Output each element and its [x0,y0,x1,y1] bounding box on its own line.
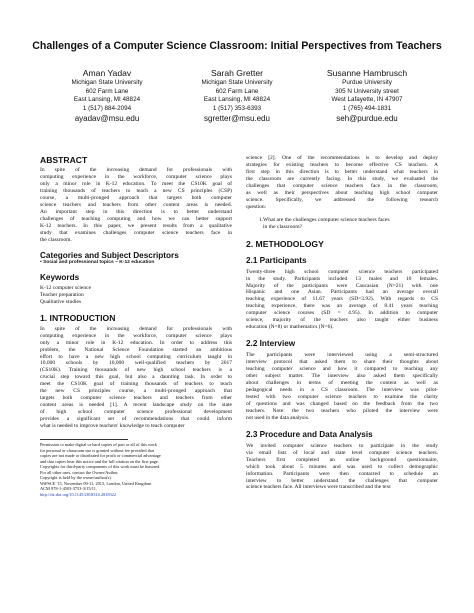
author-name: Aman Yadav [82,68,132,78]
text-line: what is needed to improve teachers' knowledge to teach computer [40,423,185,430]
text-line: (CS10K). Training thousands of new high school teachers is a [40,367,232,374]
text-line: via email lists of local and state level computer science teachers. [246,449,438,456]
introduction-text [40,326,232,430]
text-line: science teachers and teachers from other content areas is needed. [40,201,232,208]
text-line: computing experience in the workforce, computer science plays [40,173,232,180]
text-line: science, majority of the teachers also taught either business [246,317,438,324]
author-city: West Lafayette, IN 47907 [331,96,403,104]
keyword-item: K-12 computer science [40,284,92,291]
text-line: which took about 5 minutes and was used to collect demographic [246,463,438,470]
abstract-text [40,167,232,243]
text-line: information. Participants were then contacted to schedule an [246,470,438,477]
text-line: of questions and was changed based on the feedback from the two [246,400,438,407]
author-affiliation: Michigan State University [71,79,143,86]
text-line: For all other uses, contact the Owner/Author. [40,469,119,475]
question-text [263,217,413,231]
text-line: challenges of teaching computing and how we can better support [40,215,232,222]
text-line: only a minor role in K-12 education. In order to address this [40,339,232,346]
text-line: not used in the data analysis. [246,414,310,421]
author-phone: 1 (765) 494-1831 [342,104,392,112]
text-line: course, a multi-pronged approach that targets both computer [40,194,232,201]
text-line: In spite of the increasing demand for professionals with [40,325,232,332]
categories-text: • Social and professional topics ~ K-12 education [40,260,155,266]
text-line: copies are not made or distributed for profit or commercial advantage [40,453,161,459]
author-affiliation: Purdue University [342,79,392,86]
text-line: problem, the National Science Foundation started an ambitious [40,346,232,353]
paper-title: Challenges of a Computer Science Classroom: Initial Perspectives from Teachers [32,40,442,52]
text-line: Twenty-three high school computer science teachers participated [246,268,438,275]
text-line: study that examines challenges computer science teachers face in [40,229,232,236]
keywords-list [40,285,232,306]
author-block [32,68,182,124]
procedure-heading: 2.3 Procedure and Data Analysis [246,429,373,439]
text-line: Hispanic and one Asian. Participants had an average overall [246,289,438,296]
text-line: crucial step toward this goal, but also a daunting task. In order to [40,374,232,381]
text-line: interview to better understand the challenges that computer [246,477,438,484]
text-line: The participants were interviewed using a semi-structured [246,352,438,359]
text-line: science [2]. One of the recommendations is to develop and deploy [246,155,438,161]
author-city: East Lansing, MI 48824 [203,96,271,104]
author-email[interactable]: ayadav@msu.edu [74,114,140,124]
research-question [246,217,438,231]
text-line: Permission to make digital or hard copies of part or all of this work [40,442,157,447]
doi-link[interactable]: http://dx.doi.org/10.1145/2818314.2818322 [40,491,117,497]
interview-text [246,352,438,422]
text-line: We invited computer science teachers to participate in the study [246,442,438,449]
text-line: Majority of the participants were Caucasian (N=21) with one [246,282,438,289]
categories-heading: Categories and Subject Descriptors [40,251,179,261]
text-line: teaching experience, there was an average of 8.41 years teaching [246,303,438,310]
text-line: 10,000 schools by 10,000 well-qualified teachers by 2017 [40,360,232,367]
text-line: pedagogical needs in a CS classroom. The interview was pilot- [246,386,438,393]
text-line: computer science courses (SD = 4.95). In addition to computer [246,310,438,317]
text-line: What are the challenges computer science teachers faces [263,216,390,223]
author-block [162,68,312,124]
text-line: the classroom. [40,236,72,243]
introduction-heading: 1. INTRODUCTION [40,312,116,323]
text-line: teachers. Note: the two teachers who piloted the interview were [246,407,438,414]
text-line: An important step in this direction is to better understand [40,208,232,215]
author-phone: 1 (517) 353-6393 [212,104,262,112]
author-phone: 1 (517) 884-2094 [82,104,132,112]
text-line: about challenges in terms of meeting the content as well as [246,380,438,387]
text-line: of high school computer science professional development [40,409,232,416]
text-line: and that copies bear this notice and the full citation on the first page. [40,458,159,464]
author-address: 602 Farm Lane [85,87,129,95]
author-block [292,68,442,124]
text-line: targets both computer science teachers and teachers from other [40,395,232,402]
copyright-notice [40,442,232,492]
text-line: training thousands of teachers to teach a new CS principles (CSP) [40,187,232,194]
author-email[interactable]: seh@purdue.edu [336,114,398,124]
text-line: In spite of the increasing demand for professionals with [40,167,232,173]
text-line: as well as their perspectives about teaching high school computer [246,189,438,196]
text-line: tested with two computer science teachers to examine the clarity [246,393,438,400]
keyword-item: Qualitative studies [40,298,82,305]
author-email[interactable]: sgretter@msu.edu [204,114,270,124]
text-line: other subject matter. The interview also asked them specifically [246,373,438,380]
interview-heading: 2.2 Interview [246,339,296,349]
introduction-continued-text [246,155,438,211]
text-line: in the study. Participants included 13 males and 10 females. [246,275,438,282]
text-line: strategies for existing teachers to become effective CS teachers. A [246,161,438,168]
text-line: science. Specifically, we addressed the following research [246,196,438,203]
text-line: meet the CS10K goal of training thousands of teachers to teach [40,381,232,388]
text-line: provides a significant set of recommendations that could inform [40,416,232,423]
text-line: teaching experience of 11.67 years (SD=3.92). With regards to CS [246,296,438,303]
text-line: science teachers face. All interviews were transcribed and the text [246,484,391,491]
methodology-heading: 2. METHODOLOGY [246,238,324,249]
text-line: education (N=8) or mathematics (N=6). [246,324,334,331]
text-line: the new CS principles course, a multi-pronged approach that [40,388,232,395]
author-city: East Lansing, MI 48824 [73,96,141,104]
abstract-heading: ABSTRACT [40,155,88,165]
author-address: 305 N University street [335,87,399,95]
author-name: Sarah Gretter [210,68,264,78]
right-column [246,155,438,491]
author-affiliation: Michigan State University [201,79,273,86]
question-number: 1. [259,216,264,223]
text-line: in the classroom? [263,223,303,230]
text-line: computing experience in the workforce, computer science plays [40,332,232,339]
text-line: for personal or classroom use is granted without fee provided that [40,447,155,453]
left-column [40,155,232,497]
text-line: first step in this direction is to better understand what teachers in [246,168,438,175]
procedure-text [246,443,438,492]
text-line: effort to have a new high school computing curriculum taught in [40,353,232,360]
text-line: the classroom are currently facing. In this study, we evaluated the [246,175,438,182]
text-line: interview protocol that asked them to share their thoughts about [246,359,438,366]
text-line: content areas is needed [1]. A recent landscape study on the state [40,402,232,409]
text-line: challenges that computer science teachers face in the classroom, [246,182,438,189]
text-line: only a minor role in K-12 education. To meet the CS10K goal of [40,180,232,187]
participants-heading: 2.1 Participants [246,255,307,265]
participants-text [246,269,438,332]
text-line: WiPSCE '15, November 09-11, 2015, London, United Kingdom [40,480,152,486]
text-line: Teachers first completed an online background questionnaire, [246,456,438,463]
text-line: question: [246,203,267,210]
keyword-item: Teacher preparation [40,291,84,298]
text-line: teaching computer science and how it compared to teaching any [246,366,438,373]
text-line: K-12 teachers. In this paper, we present results from a qualitative [40,222,232,229]
keywords-heading: Keywords [40,272,80,282]
text-line: ACM 978-1-4503-3753-3/15/11. [40,486,98,492]
text-line: Copyright is held by the owner/author(s). [40,475,112,481]
author-address: 602 Farm Lane [215,87,259,95]
text-line: Copyrights for third-party components of this work must be honored. [40,464,161,470]
author-name: Susanne Hambrusch [326,68,408,78]
